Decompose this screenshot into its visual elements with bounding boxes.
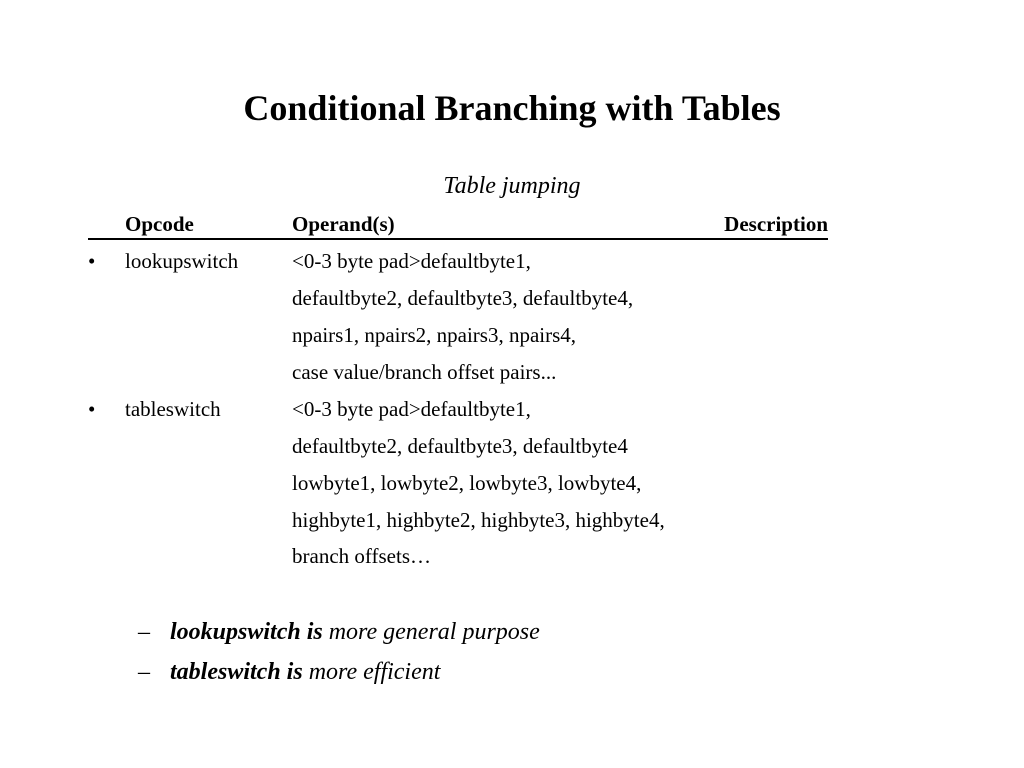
header-opcode: Opcode	[125, 212, 194, 236]
operand-line: highbyte1, highbyte2, highbyte3, highbyte4,	[292, 508, 665, 532]
opcode-lookupswitch: lookupswitch	[125, 249, 239, 273]
note-item	[138, 656, 440, 688]
operand-line: branch offsets…	[292, 544, 431, 568]
operand-line: npairs1, npairs2, npairs3, npairs4,	[292, 323, 577, 347]
slide-subtitle: Table jumping	[443, 173, 581, 199]
note-item	[138, 616, 540, 648]
header-operands: Operand(s)	[292, 212, 395, 236]
operand-line: <0-3 byte pad>defaultbyte1,	[292, 397, 531, 421]
operand-line: defaultbyte2, defaultbyte3, defaultbyte4,	[292, 286, 634, 310]
bullet-icon: •	[88, 397, 96, 421]
operand-line: <0-3 byte pad>defaultbyte1,	[292, 249, 531, 273]
dash-bullet-icon: –	[138, 619, 150, 645]
bullet-icon: •	[88, 249, 96, 273]
dash-bullet-icon: –	[138, 659, 150, 685]
note-strong-text: lookupswitch is	[170, 619, 323, 645]
slide-title: Conditional Branching with Tables	[243, 88, 781, 128]
table-header-row	[88, 210, 828, 240]
note-rest-text: more efficient	[302, 659, 441, 685]
opcode-tableswitch: tableswitch	[125, 397, 221, 421]
header-description: Description	[724, 212, 828, 236]
operand-line: defaultbyte2, defaultbyte3, defaultbyte4	[292, 434, 628, 458]
note-strong-text: tableswitch is	[170, 659, 303, 685]
note-rest-text: more general purpose	[322, 619, 540, 645]
operand-line: lowbyte1, lowbyte2, lowbyte3, lowbyte4,	[292, 471, 642, 495]
operand-line: case value/branch offset pairs...	[292, 360, 557, 384]
